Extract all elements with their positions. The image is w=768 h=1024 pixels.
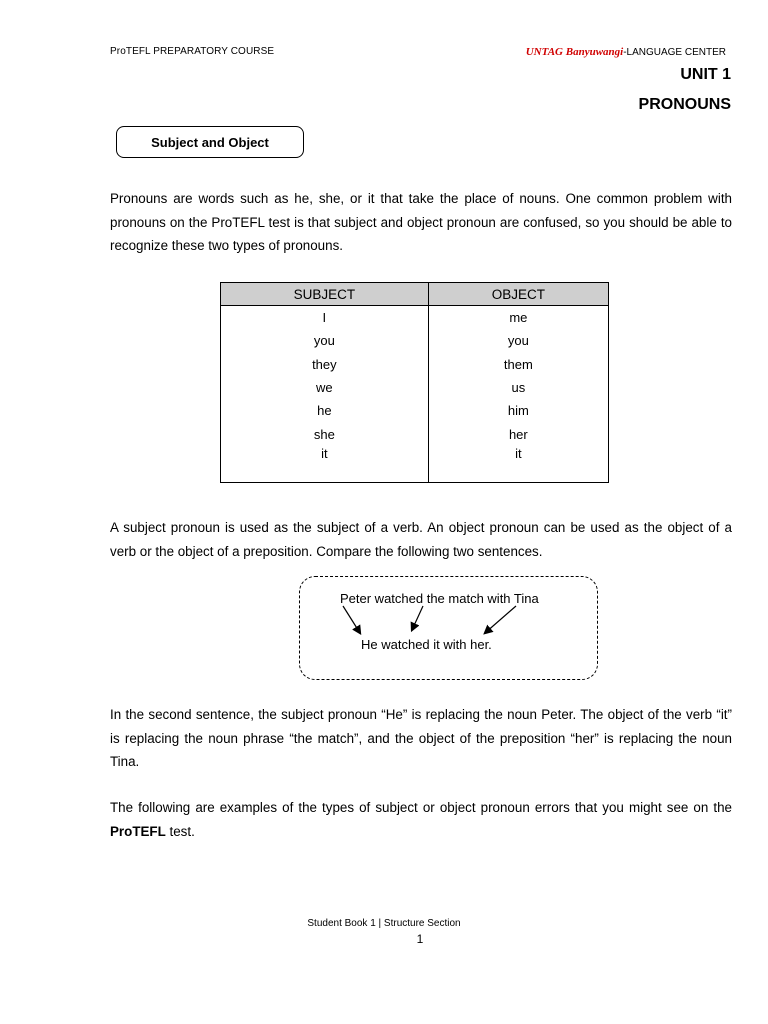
table-cell: him	[428, 399, 608, 422]
arrow-peter-he	[343, 606, 360, 633]
header-brand: UNTAG Banyuwangi	[525, 46, 624, 58]
table-cell: he	[221, 399, 429, 422]
example-sentence-pronouns: He watched it with her.	[361, 637, 492, 652]
table-cell: I	[221, 306, 429, 330]
closing-bold-term: ProTEFL	[110, 823, 166, 839]
closing-text: The following are examples of the types of subject or object pronoun errors that you might see on the	[110, 800, 732, 815]
example-sentence-original: Peter watched the match with Tina	[340, 591, 539, 606]
header-course-title: ProTEFL PREPARATORY COURSE	[110, 46, 275, 57]
closing-text-end: test.	[165, 823, 195, 839]
explanation-paragraph: In the second sentence, the subject pronoun “He” is replacing the noun Peter. The object of the verb “it” is replacing the noun phrase “the match”, and the object of the preposition “her” is replacing the noun Tina.	[110, 707, 732, 769]
unit-topic: PRONOUNS	[638, 96, 731, 113]
arrow-tina-her	[485, 606, 516, 633]
usage-paragraph: A subject pronoun is used as the subject of a verb. An object pronoun can be used as the object of a verb or the object of a preposition. Compare the following two sentences.	[110, 520, 732, 559]
table-cell: me	[428, 306, 608, 330]
section-label: Subject and Object	[151, 134, 269, 150]
table-cell: it	[428, 446, 608, 483]
table-header-object: OBJECT	[428, 283, 608, 306]
table-header-subject: SUBJECT	[221, 283, 429, 306]
table-cell: we	[221, 376, 429, 399]
footer-text: Student Book 1 | Structure Section	[307, 918, 461, 929]
page-number: 1	[416, 932, 424, 946]
table-cell: it	[221, 446, 429, 483]
table-cell: you	[428, 329, 608, 352]
table-cell: us	[428, 376, 608, 399]
table-cell: she	[221, 422, 429, 445]
table-cell: them	[428, 353, 608, 376]
unit-title: UNIT 1	[680, 66, 731, 83]
table-cell: they	[221, 353, 429, 376]
arrow-match-it	[412, 606, 423, 630]
table-cell: you	[221, 329, 429, 352]
table-cell: her	[428, 422, 608, 445]
closing-paragraph	[110, 796, 732, 843]
intro-paragraph: Pronouns are words such as he, she, or it that take the place of nouns. One common problem with pronouns on the ProTEFL test is that subject and object pronoun are confused, so you should be able to recognize these two types of pronouns.	[110, 191, 732, 253]
header-center: -LANGUAGE CENTER	[623, 47, 726, 58]
